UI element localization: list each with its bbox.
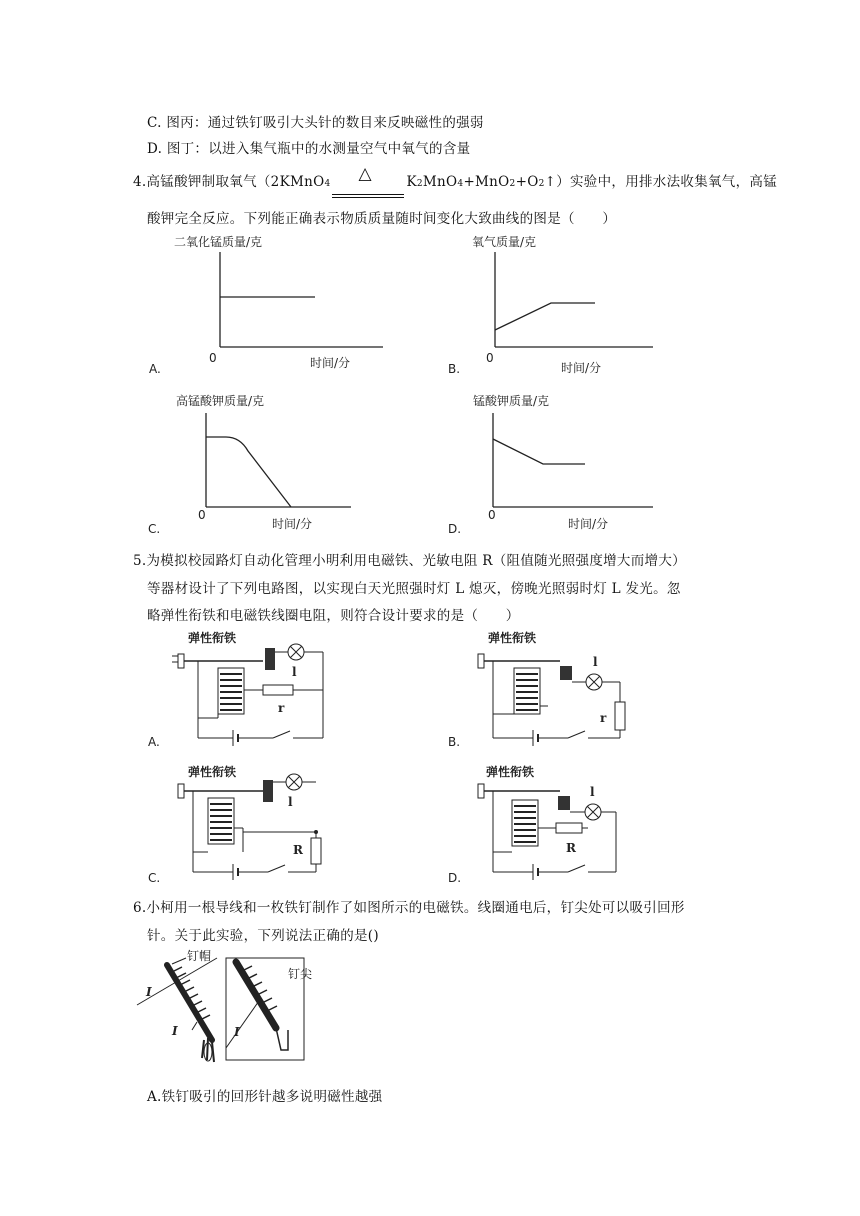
svg-text:弹性衔铁: 弹性衔铁	[488, 631, 537, 645]
graph-a-xlabel: 时间/分	[310, 356, 351, 370]
svg-text:A.: A.	[148, 735, 160, 749]
q6-stem-line1: 6.小柯用一根导线和一枚铁钉制作了如图所示的电磁铁。线圈通电后，钉尖处可以吸引回形	[133, 900, 685, 916]
q4-graph-d	[448, 391, 748, 541]
q6-stem-line2: 针。关于此实验，下列说法正确的是()	[147, 928, 379, 944]
svg-text:I: I	[172, 1024, 178, 1038]
q5-stem-line1: 5.为模拟校园路灯自动化管理小明利用电磁铁、光敏电阻 R（阻值随光照强度增大而增大）	[133, 553, 686, 569]
graph-d-curve	[493, 439, 585, 464]
q5-circuit-c	[148, 762, 348, 886]
q5-stem-line3: 略弹性衔铁和电磁铁线圈电阻，则符合设计要求的是（ ）	[147, 608, 520, 624]
svg-text:弹性衔铁: 弹性衔铁	[486, 765, 535, 779]
graph-b-xlabel: 时间/分	[561, 361, 602, 375]
svg-text:弹性衔铁: 弹性衔铁	[188, 765, 237, 779]
graph-c-xlabel: 时间/分	[272, 517, 313, 531]
svg-text:l: l	[590, 785, 595, 799]
svg-text:R: R	[293, 843, 303, 857]
graph-a-option: A.	[149, 362, 161, 376]
svg-text:弹性衔铁: 弹性衔铁	[188, 631, 237, 645]
svg-text:0: 0	[488, 508, 496, 522]
svg-text:r: r	[600, 711, 607, 725]
q4-graph-c	[148, 391, 448, 541]
svg-text:R: R	[566, 841, 576, 855]
graph-c-curve	[206, 437, 291, 507]
graph-d-option: D.	[448, 522, 462, 536]
svg-text:r: r	[278, 701, 285, 715]
graph-a-ylabel: 二氧化锰质量/克	[174, 235, 263, 249]
q4-graph-b	[448, 232, 748, 382]
svg-text:B.: B.	[448, 735, 461, 749]
graph-b-curve	[495, 303, 595, 330]
q6-option-a: A.铁钉吸引的回形针越多说明磁性越强	[147, 1089, 383, 1105]
q3-option-c: C. 图丙：通过铁钉吸引大头针的数目来反映磁性的强弱	[147, 115, 484, 131]
svg-text:0: 0	[486, 351, 494, 365]
q3-option-d: D. 图丁：以进入集气瓶中的水测量空气中氧气的含量	[147, 141, 471, 157]
graph-c-option: C.	[148, 522, 161, 536]
svg-text:0: 0	[209, 351, 217, 365]
svg-text:D.: D.	[448, 871, 462, 885]
q5-circuit-b	[448, 628, 648, 750]
svg-text:钉帽: 钉帽	[187, 949, 212, 963]
svg-text:l: l	[292, 665, 297, 679]
q4-graph-a	[148, 232, 448, 382]
q6-nail-detail	[226, 958, 313, 1062]
graph-b-ylabel: 氧气质量/克	[472, 235, 537, 249]
q5-stem-line2: 等器材设计了下列电路图，以实现白天光照强时灯 L 熄灭，傍晚光照弱时灯 L 发光。忽	[147, 581, 681, 597]
svg-text:l: l	[593, 655, 598, 669]
graph-d-ylabel: 锰酸钾质量/克	[473, 394, 550, 408]
graph-d-xlabel: 时间/分	[568, 517, 609, 531]
q5-circuit-d	[448, 762, 648, 886]
q5-circuit-a	[148, 628, 348, 750]
svg-text:l: l	[288, 795, 293, 809]
graph-b-option: B.	[448, 362, 461, 376]
q4-stem-line2: 酸钾完全反应。下列能正确表示物质质量随时间变化大致曲线的图是（ ）	[147, 211, 617, 227]
svg-text:I: I	[146, 985, 152, 999]
svg-text:0: 0	[198, 508, 206, 522]
svg-text:C.: C.	[148, 871, 161, 885]
svg-text:钉尖: 钉尖	[288, 967, 313, 981]
q4-stem-line1: 4.高锰酸钾制取氧气（2KMnO4 △ K2MnO4+MnO2+O2↑）实验中，用排水法收集氧气，高锰	[133, 170, 777, 190]
svg-text:I: I	[234, 1025, 240, 1039]
graph-c-ylabel: 高锰酸钾质量/克	[176, 394, 265, 408]
